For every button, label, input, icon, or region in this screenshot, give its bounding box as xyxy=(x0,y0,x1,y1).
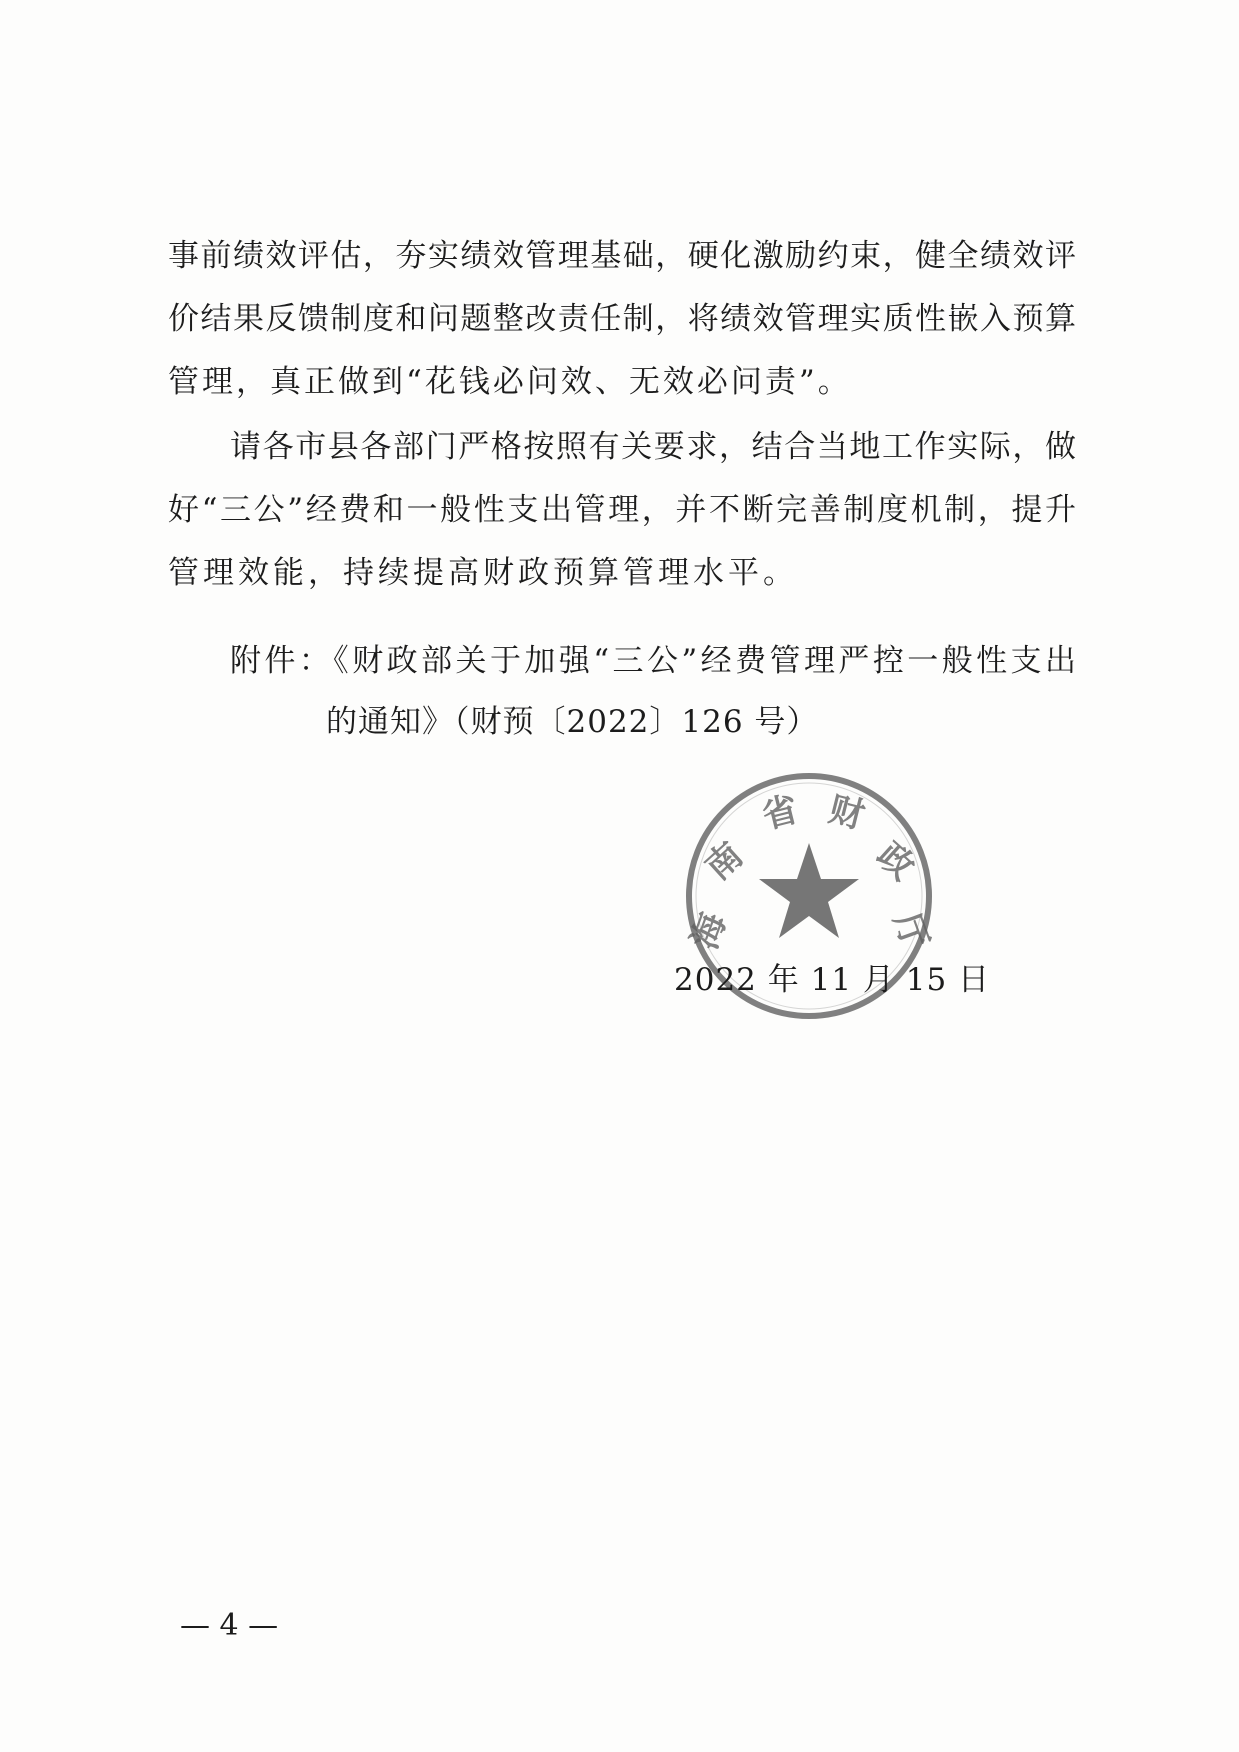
paragraph-2-line-3: 管理效能，持续提高财政预算管理水平。 xyxy=(168,555,798,591)
page-number: — 4 — xyxy=(180,1608,279,1643)
seal-star-icon xyxy=(759,843,859,938)
svg-text:政: 政 xyxy=(868,834,923,889)
paragraph-1-line-1: 事前绩效评估，夯实绩效管理基础，硬化激励约束，健全绩效评 xyxy=(168,238,1076,274)
attachment-line-1: 附件：《财政部关于加强“三公”经费管理严控一般性支出 xyxy=(230,643,1076,679)
svg-text:厅: 厅 xyxy=(885,907,937,955)
svg-text:海: 海 xyxy=(683,907,735,955)
svg-text:南: 南 xyxy=(697,834,752,889)
attachment-line-2: 的通知》（财预〔2022〕126 号） xyxy=(326,704,819,740)
svg-text:财: 财 xyxy=(824,788,869,837)
document-date: 2022 年 11 月 15 日 xyxy=(674,962,991,998)
paragraph-1-line-2: 价结果反馈制度和问题整改责任制，将绩效管理实质性嵌入预算 xyxy=(168,301,1076,337)
paragraph-2-line-1: 请各市县各部门严格按照有关要求，结合当地工作实际，做 xyxy=(230,429,1076,465)
paragraph-1-line-3: 管理，真正做到“花钱必问效、无效必问责”。 xyxy=(168,364,852,400)
svg-text:省: 省 xyxy=(758,788,803,837)
paragraph-2-line-2: 好“三公”经费和一般性支出管理，并不断完善制度机制，提升 xyxy=(168,492,1076,528)
